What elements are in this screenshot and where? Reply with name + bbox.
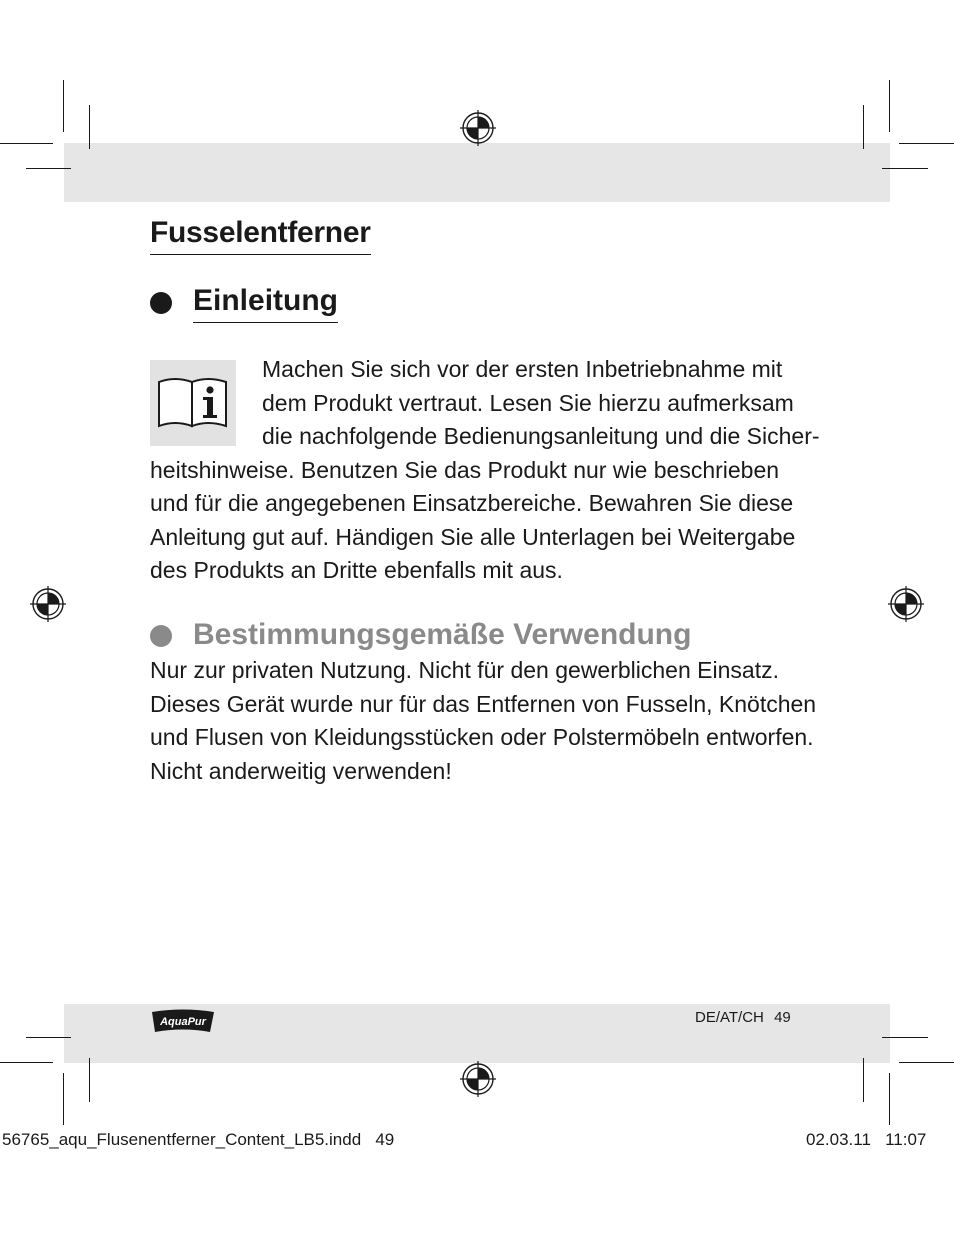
bullet-icon bbox=[150, 625, 172, 647]
footer-region bbox=[695, 1009, 791, 1026]
registration-mark-icon bbox=[30, 586, 66, 622]
crop-mark bbox=[63, 1073, 64, 1125]
crop-mark bbox=[882, 1037, 928, 1038]
crop-mark bbox=[882, 168, 928, 169]
intro-line: heitshinweise. Benutzen Sie das Produkt nur wie beschrieben bbox=[150, 457, 780, 483]
crop-mark bbox=[899, 1062, 954, 1063]
section-heading-einleitung: Einleitung bbox=[193, 282, 338, 323]
intro-line: und für die angegebenen Einsatzbereiche. Bewahren Sie diese bbox=[150, 490, 794, 516]
crop-mark bbox=[863, 105, 864, 149]
registration-mark-icon bbox=[888, 586, 924, 622]
intro-line: die nachfolgende Bedienungsanleitung und die Sicher- bbox=[262, 423, 820, 449]
bullet-icon bbox=[150, 292, 172, 314]
intro-line: Anleitung gut auf. Händigen Sie alle Unterlagen bei Weitergabe bbox=[150, 524, 796, 550]
crop-mark bbox=[26, 168, 71, 169]
page-title: Fusselentferner bbox=[150, 214, 371, 255]
crop-mark bbox=[63, 80, 64, 132]
crop-mark bbox=[889, 1073, 890, 1125]
crop-mark bbox=[899, 143, 954, 144]
info-book-icon bbox=[150, 360, 236, 446]
aquapur-logo bbox=[150, 1006, 216, 1036]
header-band bbox=[64, 143, 890, 202]
intro-line: des Produkts an Dritte ebenfalls mit aus. bbox=[150, 557, 563, 583]
registration-mark-icon bbox=[460, 110, 496, 146]
crop-mark bbox=[889, 80, 890, 132]
svg-text:AquaPur: AquaPur bbox=[160, 1016, 206, 1028]
page-number: 49 bbox=[774, 1009, 791, 1026]
crop-mark bbox=[863, 1058, 864, 1102]
usage-line: Dieses Gerät wurde nur für das Entfernen von Fusseln, Knötchen bbox=[150, 691, 817, 717]
slug-datetime: 02.03.11 11:07 bbox=[806, 1130, 927, 1149]
crop-mark bbox=[26, 1037, 71, 1038]
crop-mark bbox=[0, 1062, 53, 1063]
section-heading-verwendung: Bestimmungsgemäße Verwendung bbox=[193, 618, 692, 651]
intro-line: dem Produkt vertraut. Lesen Sie hierzu aufmerksam bbox=[262, 390, 794, 416]
usage-line: und Flusen von Kleidungsstücken oder Polstermöbeln entworfen. bbox=[150, 724, 814, 750]
slug-filename: 56765_aqu_Flusenentferner_Content_LB5.indd 49 bbox=[2, 1130, 395, 1149]
usage-line: Nur zur privaten Nutzung. Nicht für den gewerblichen Einsatz. bbox=[150, 657, 779, 683]
usage-line: Nicht anderweitig verwenden! bbox=[150, 758, 452, 784]
crop-mark bbox=[89, 105, 90, 149]
registration-mark-icon bbox=[460, 1061, 496, 1097]
crop-mark bbox=[89, 1058, 90, 1102]
region-label: DE/AT/CH bbox=[695, 1009, 764, 1026]
intro-line: Machen Sie sich vor der ersten Inbetriebnahme mit bbox=[262, 356, 783, 382]
crop-mark bbox=[0, 143, 53, 144]
